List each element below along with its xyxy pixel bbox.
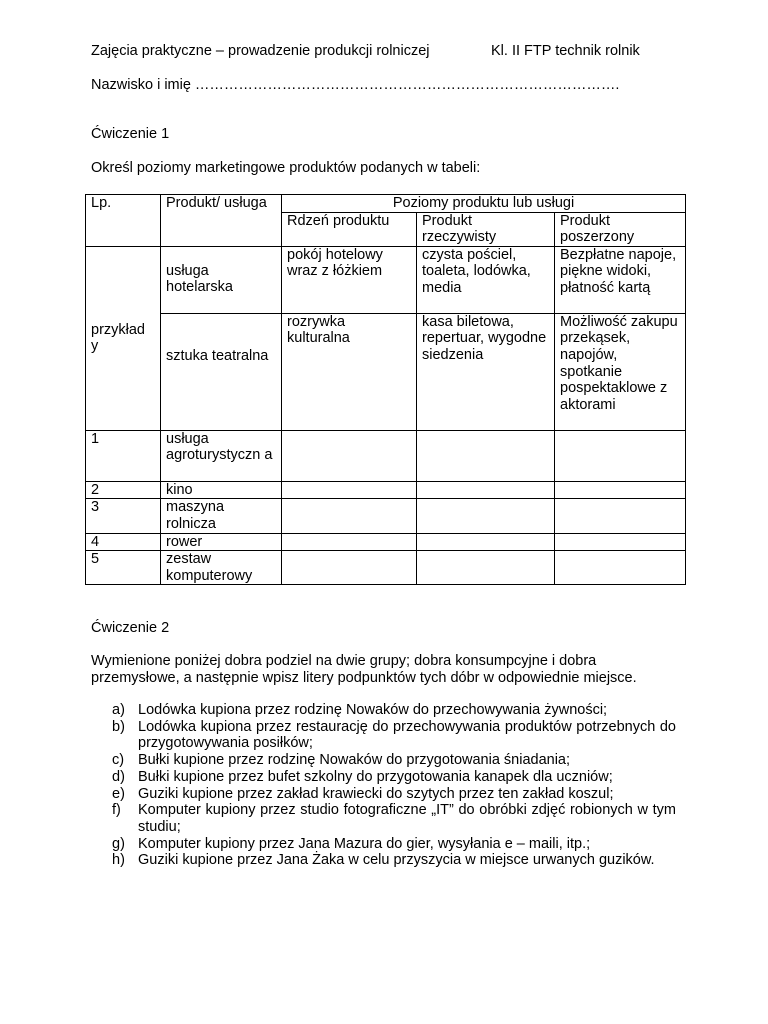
row-lp: 4 [86, 533, 161, 551]
answer-augmented-cell[interactable] [555, 430, 686, 481]
list-marker: h) [112, 852, 125, 869]
row-lp: 1 [86, 430, 161, 481]
name-field-line: Nazwisko i imię ……………………………………………………………………………. [91, 77, 620, 93]
answer-core-cell[interactable] [282, 499, 417, 533]
answer-core-cell[interactable] [282, 533, 417, 551]
list-item-text: Guziki kupione przez zakład krawiecki do szytych przez ten zakład koszul; [138, 785, 614, 802]
table-row [86, 481, 686, 499]
example-label: przykład y [91, 321, 145, 355]
header-augmented: Produkt poszerzony [555, 212, 686, 246]
list-item [112, 786, 676, 803]
answer-core-cell[interactable] [282, 430, 417, 481]
answer-actual-cell[interactable] [417, 533, 555, 551]
list-item [112, 802, 676, 835]
exercise-1-instruction: Określ poziomy marketingowe produktów podanych w tabeli: [91, 160, 481, 176]
example-product-cell [161, 246, 282, 313]
list-item [112, 702, 676, 719]
example-product-cell [161, 313, 282, 430]
table-row [86, 246, 686, 313]
list-marker: c) [112, 752, 125, 769]
list-item-text: Komputer kupiony przez Jana Mazura do gier, wysyłania e – maili, itp.; [138, 835, 591, 852]
exercise-2-instruction: Wymienione poniżej dobra podziel na dwie grupy; dobra konsumpcyjne i dobra przemysłowe, a następnie wpisz litery podpunktów tych dóbr w odpowiednie miejsce. [91, 653, 637, 686]
row-product: zestaw komputerowy [161, 551, 282, 585]
product-levels-table [85, 194, 686, 585]
table-row [86, 551, 686, 585]
list-marker: e) [112, 785, 125, 802]
row-lp: 3 [86, 499, 161, 533]
header-levels: Poziomy produktu lub usługi [282, 195, 686, 213]
row-product: usługa agroturystyczn a [161, 430, 282, 481]
example-actual: kasa biletowa, repertuar, wygodne siedzenia [417, 313, 555, 430]
list-item-text: Bułki kupione przez bufet szkolny do przygotowania kanapek dla uczniów; [138, 768, 613, 785]
example-core: pokój hotelowy wraz z łóżkiem [282, 246, 417, 313]
row-lp: 2 [86, 481, 161, 499]
list-item [112, 719, 676, 752]
answer-actual-cell[interactable] [417, 499, 555, 533]
list-marker: b) [112, 718, 125, 735]
header-lp: Lp. [86, 195, 161, 247]
answer-actual-cell[interactable] [417, 551, 555, 585]
example-augmented: Bezpłatne napoje, piękne widoki, płatność kartą [555, 246, 686, 313]
answer-core-cell[interactable] [282, 481, 417, 499]
table-row [86, 430, 686, 481]
list-marker: d) [112, 768, 125, 785]
list-item [112, 769, 676, 786]
list-item-text: Guziki kupione przez Jana Żaka w celu przyszycia w miejsce urwanych guzików. [138, 852, 655, 869]
table-header-row [86, 195, 686, 213]
example-label-cell [86, 246, 161, 430]
list-item-text: Komputer kupiony przez studio fotograficzne „IT” do obróbki zdjęć robionych w tym studiu; [138, 802, 676, 835]
list-item [112, 852, 676, 869]
row-lp: 5 [86, 551, 161, 585]
example-product: sztuka teatralna [166, 347, 269, 364]
header-class: Kl. II FTP technik rolnik [491, 43, 640, 59]
example-actual: czysta pościel, toaleta, lodówka, media [417, 246, 555, 313]
row-product: maszyna rolnicza [161, 499, 282, 533]
header-subject: Zajęcia praktyczne – prowadzenie produkcji rolniczej [91, 43, 430, 59]
example-augmented: Możliwość zakupu przekąsek, napojów, spotkanie pospektaklowe z aktorami [555, 313, 686, 430]
answer-actual-cell[interactable] [417, 430, 555, 481]
list-item-text: Lodówka kupiona przez rodzinę Nowaków do przechowywania żywności; [138, 702, 608, 718]
answer-actual-cell[interactable] [417, 481, 555, 499]
list-item [112, 836, 676, 853]
list-marker: a) [112, 702, 125, 718]
table-row [86, 533, 686, 551]
goods-list [112, 702, 676, 869]
answer-augmented-cell[interactable] [555, 533, 686, 551]
table-row [86, 499, 686, 533]
example-product: usługa hotelarska [166, 262, 233, 296]
header-product: Produkt/ usługa [161, 195, 282, 247]
answer-augmented-cell[interactable] [555, 481, 686, 499]
example-core: rozrywka kulturalna [282, 313, 417, 430]
list-item [112, 752, 676, 769]
list-item-text: Lodówka kupiona przez restaurację do przechowywania produktów potrzebnych do przygotowywania posiłków; [138, 718, 676, 752]
list-marker: f) [112, 802, 121, 819]
list-marker: g) [112, 835, 125, 852]
table-row [86, 313, 686, 430]
answer-augmented-cell[interactable] [555, 499, 686, 533]
exercise-1-title: Ćwiczenie 1 [91, 126, 170, 142]
row-product: kino [161, 481, 282, 499]
header-actual: Produkt rzeczywisty [417, 212, 555, 246]
list-item-text: Bułki kupione przez rodzinę Nowaków do przygotowania śniadania; [138, 752, 571, 769]
header-core: Rdzeń produktu [282, 212, 417, 246]
exercise-2-title: Ćwiczenie 2 [91, 620, 170, 636]
answer-core-cell[interactable] [282, 551, 417, 585]
row-product: rower [161, 533, 282, 551]
answer-augmented-cell[interactable] [555, 551, 686, 585]
